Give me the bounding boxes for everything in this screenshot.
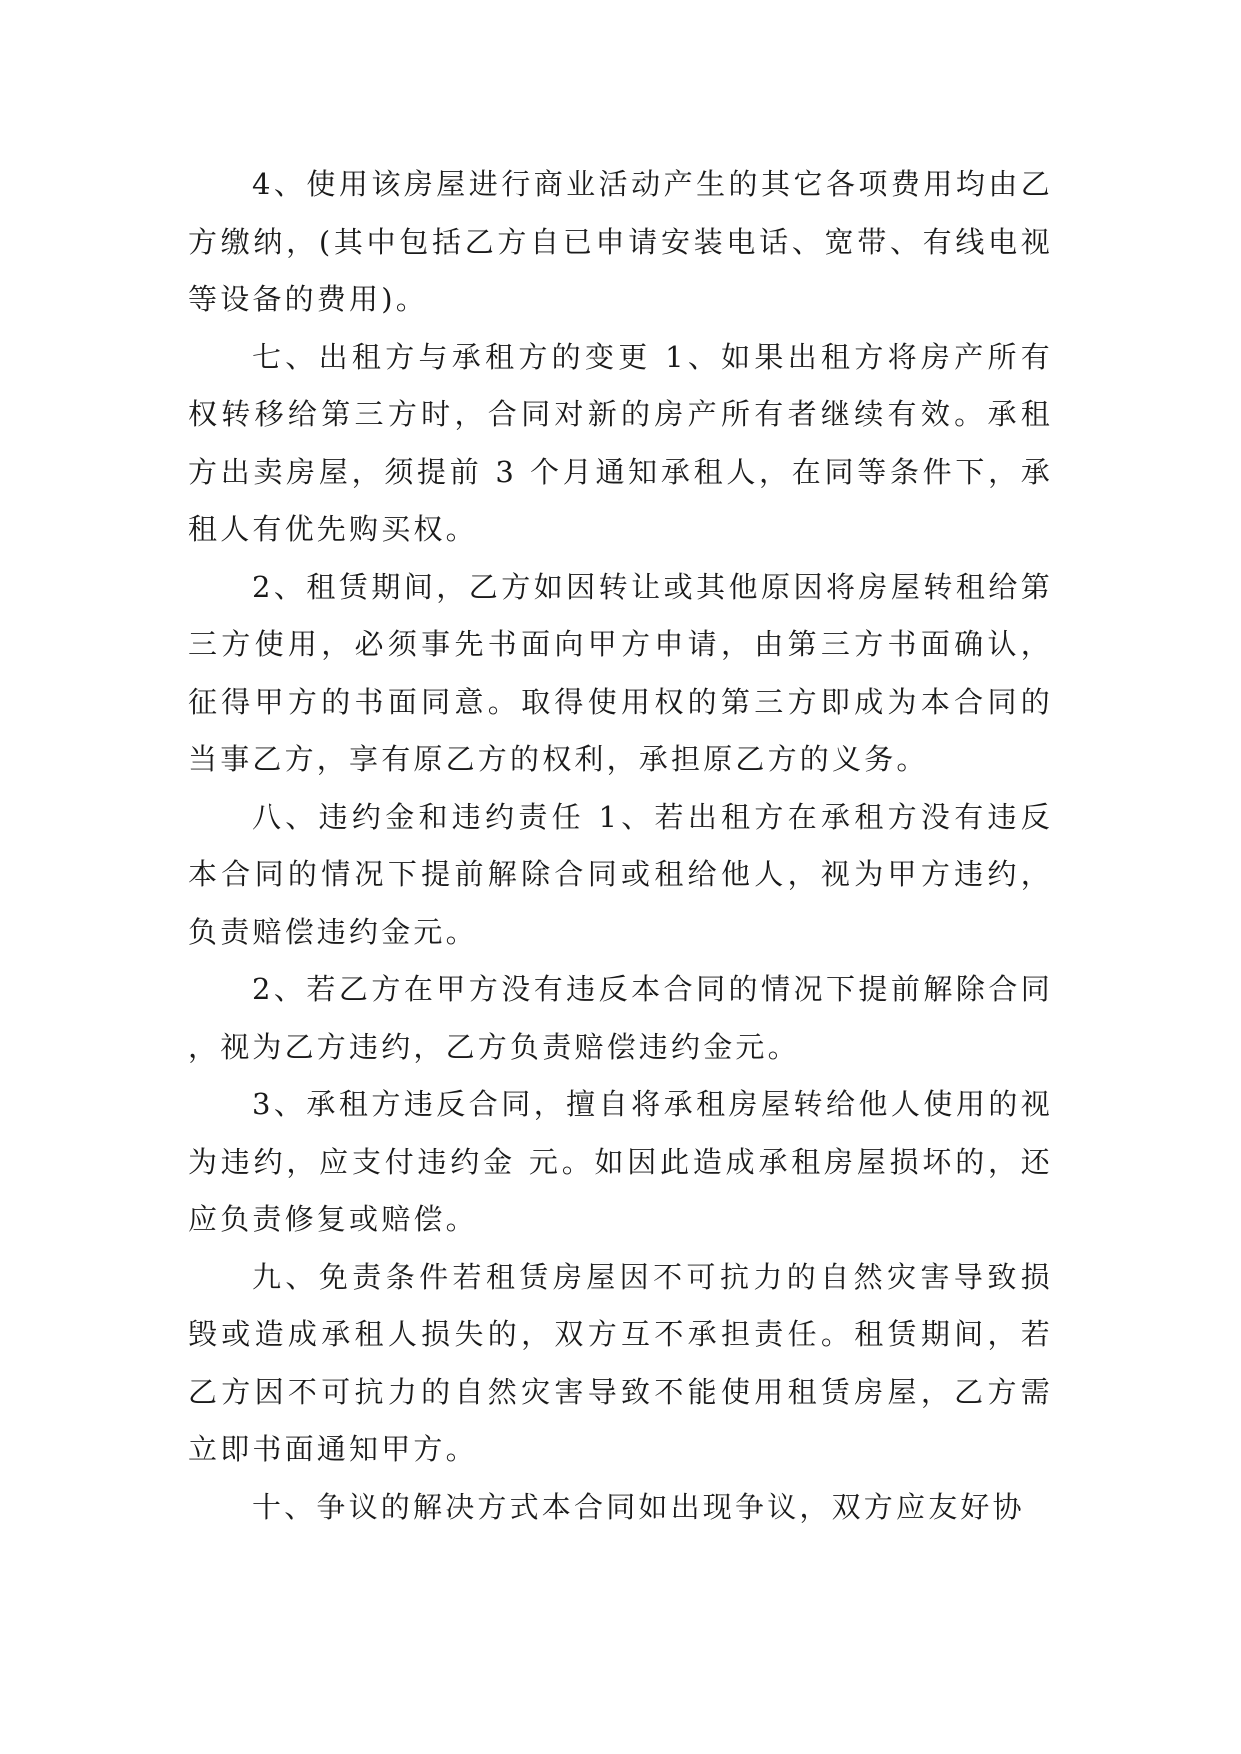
paragraph-unauthorized-transfer: 3、承租方违反合同，擅自将承租房屋转给他人使用的视为违约，应支付违约金 元。如因此造成承租房屋损坏的，还应负责修复或赔偿。	[188, 1087, 1053, 1236]
paragraph-tenant-breach: 2、若乙方在甲方没有违反本合同的情况下提前解除合同，视为乙方违约，乙方负责赔偿违约金元。	[188, 972, 1053, 1064]
paragraph-section-9: 九、免责条件若租赁房屋因不可抗力的自然灾害导致损毁或造成承租人损失的，双方互不承担责任。租赁期间，若乙方因不可抗力的自然灾害导致不能使用租赁房屋，乙方需立即书面通知甲方。	[188, 1259, 1053, 1466]
paragraph-section-10: 十、争议的解决方式本合同如出现争议，双方应友好协	[252, 1489, 1025, 1524]
paragraph-fee-clause: 4、使用该房屋进行商业活动产生的其它各项费用均由乙方缴纳，(其中包括乙方自已申请安装电话、宽带、有线电视等设备的费用)。	[188, 167, 1053, 316]
paragraph-section-8: 八、违约金和违约责任 1、若出租方在承租方没有违反本合同的情况下提前解除合同或租给他人，视为甲方违约，负责赔偿违约金元。	[188, 799, 1053, 949]
paragraph-section-7: 七、出租方与承租方的变更 1、如果出租方将房产所有权转移给第三方时，合同对新的房产所有者继续有效。承租方出卖房屋，须提前 3 个月通知承租人，在同等条件下，承租人有优先购买权。	[188, 339, 1053, 546]
paragraph-sublease-clause: 2、租赁期间，乙方如因转让或其他原因将房屋转租给第三方使用，必须事先书面向甲方申请，由第三方书面确认，征得甲方的书面同意。取得使用权的第三方即成为本合同的当事乙方，享有原乙方的权利，承担原乙方的义务。	[188, 569, 1053, 776]
contract-body	[188, 156, 1053, 1536]
